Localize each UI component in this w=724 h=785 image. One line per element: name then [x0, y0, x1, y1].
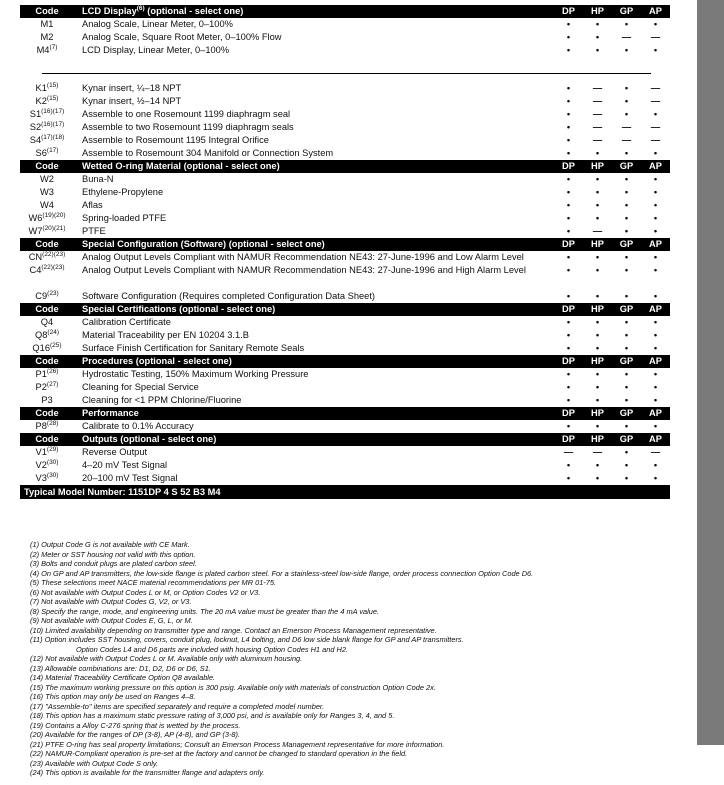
availability-hp: •: [595, 252, 600, 262]
option-code: P8$^{(28)}$: [35, 419, 59, 431]
option-row: [20, 290, 670, 303]
column-header-ap: AP: [641, 5, 670, 18]
availability-dp: •: [566, 148, 571, 158]
footnote-ref: (25): [50, 341, 62, 349]
column-header-code: Code: [20, 5, 74, 18]
option-description: Kynar insert, ¼–18 NPT: [82, 83, 182, 93]
column-header-dp: DP: [554, 407, 583, 420]
option-row: [20, 264, 670, 290]
availability-gp: •: [624, 174, 629, 184]
availability-ap: —: [650, 135, 661, 145]
option-row: [20, 212, 670, 225]
availability-ap: •: [653, 174, 658, 184]
availability-hp: —: [592, 135, 603, 145]
availability-ap: •: [653, 213, 658, 223]
footnote-ref: (20)(21): [42, 224, 66, 232]
column-header-ap: AP: [641, 407, 670, 420]
availability-hp: •: [595, 421, 600, 431]
section-header-row: [20, 355, 670, 368]
column-header-gp: GP: [612, 355, 641, 368]
availability-gp: •: [624, 421, 629, 431]
column-header-ap: AP: [641, 238, 670, 251]
section-header-row: [20, 160, 670, 173]
availability-hp: •: [595, 45, 600, 55]
option-row: [20, 394, 670, 407]
availability-dp: •: [566, 45, 571, 55]
availability-ap: •: [653, 369, 658, 379]
typical-model-row: [20, 485, 670, 499]
availability-dp: •: [566, 200, 571, 210]
option-description: Surface Finish Certification for Sanitary Remote Seals: [82, 343, 305, 353]
option-description: Kynar insert, ½–14 NPT: [82, 96, 182, 106]
option-description: Spring-loaded PTFE: [82, 213, 167, 223]
footnote: Option Codes L4 and D6 parts are included with housing Option Codes H1 and H2.: [76, 644, 348, 654]
footnote: (17) "Assemble-to" items are specified separately and require a completed model number.: [30, 701, 325, 711]
availability-dp: •: [566, 174, 571, 184]
availability-ap: •: [653, 265, 658, 275]
footnote: (18) This option has a maximum static pressure rating of 3,000 psi, and is available only for Ranges 3, 4, and 5.: [30, 711, 395, 720]
column-header-dp: DP: [554, 355, 583, 368]
column-header-hp: HP: [583, 433, 612, 446]
footnote: (6) Not available with Output Codes L or M, or Option Codes V2 or V3.: [30, 587, 261, 597]
option-description: Aflas: [82, 200, 103, 210]
availability-gp: •: [624, 473, 629, 483]
availability-dp: •: [566, 109, 571, 119]
availability-hp: •: [595, 213, 600, 223]
availability-ap: •: [653, 317, 658, 327]
availability-ap: •: [653, 382, 658, 392]
availability-gp: •: [624, 19, 629, 29]
option-description: Analog Output Levels Compliant with NAMUR Recommendation NE43: 27-June-1996 and Low Alarm Level: [82, 252, 524, 262]
availability-gp: •: [624, 187, 629, 197]
availability-ap: •: [653, 343, 658, 353]
footnote-ref: (26): [46, 367, 59, 375]
column-header-gp: GP: [612, 160, 641, 173]
column-header-gp: GP: [612, 433, 641, 446]
option-row: [20, 44, 670, 57]
footnote-ref: (30): [46, 458, 59, 466]
availability-hp: •: [595, 369, 600, 379]
availability-hp: —: [592, 122, 603, 132]
footnote-ref: (7): [49, 43, 58, 51]
availability-hp: •: [595, 265, 600, 275]
option-code: $S2^{(16)(17)}$: [29, 120, 65, 132]
availability-dp: •: [566, 135, 571, 145]
availability-dp: •: [566, 291, 571, 301]
availability-gp: •: [624, 265, 629, 275]
availability-gp: —: [621, 122, 632, 132]
availability-ap: —: [650, 83, 661, 93]
section-title: Special Configuration (Software) (optional - select one): [74, 238, 554, 251]
availability-hp: •: [595, 187, 600, 197]
availability-ap: •: [653, 473, 658, 483]
option-code: V3$^{(30)}$: [35, 471, 59, 483]
footnote-ref: (6): [136, 4, 145, 12]
option-code: P1$^{(26)}$: [35, 367, 59, 379]
column-header-dp: DP: [554, 238, 583, 251]
availability-dp: •: [566, 226, 571, 236]
options-table: [20, 82, 670, 499]
availability-hp: •: [595, 19, 600, 29]
option-code: $W7^{(20)(21)}$: [28, 224, 66, 236]
column-header-hp: HP: [583, 355, 612, 368]
option-row: [20, 108, 670, 121]
footnote: (20) Available for the ranges of DP (3-8), AP (4-8), and GP (3-8).: [30, 730, 241, 739]
option-description: Assemble to Rosemount 304 Manifold or Connection System: [82, 148, 334, 158]
availability-hp: •: [595, 291, 600, 301]
footnote: (3) Bolts and conduit plugs are plated carbon steel.: [30, 559, 197, 568]
availability-gp: •: [624, 447, 629, 457]
option-code: V1$^{(29)}$: [35, 445, 59, 457]
section-header-row: [20, 407, 670, 420]
footnote: (14) Material Traceability Certificate Option Q8 available.: [30, 673, 216, 682]
footnote: (13) Allowable combinations are: D1, D2, D6 or D6, S1.: [30, 663, 211, 673]
availability-hp: •: [595, 148, 600, 158]
option-code: $W6^{(19)(20)}$: [28, 211, 66, 223]
availability-dp: •: [566, 32, 571, 42]
availability-dp: •: [566, 369, 571, 379]
availability-dp: •: [566, 421, 571, 431]
option-description: 20–100 mV Test Signal: [82, 473, 178, 483]
option-code: Q4: [40, 317, 54, 327]
footnote: (8) Specify the range, mode, and engineering units. The 20 mA value must be greater than the 4 mA value.: [30, 606, 380, 616]
section-title: Outputs (optional - select one): [74, 433, 554, 446]
availability-ap: •: [653, 395, 658, 405]
column-header-code: Code: [20, 433, 74, 446]
option-code: M4$^{(7)}$: [36, 43, 58, 55]
option-row: [20, 472, 670, 485]
footnote: (24) This option is available for the transmitter flange and adapters only.: [30, 768, 265, 777]
availability-dp: •: [566, 252, 571, 262]
footnote: (16) This option may only be used on Ranges 4–8.: [30, 692, 196, 701]
section-header-row: [20, 238, 670, 251]
option-description: Assemble to one Rosemount 1199 diaphragm seal: [82, 109, 291, 119]
option-row: [20, 381, 670, 394]
option-row: [20, 147, 670, 160]
option-description: Reverse Output: [82, 447, 148, 457]
option-code: C9$^{(23)}$: [35, 289, 59, 301]
availability-dp: •: [566, 213, 571, 223]
option-code: K2$^{(15)}$: [35, 94, 59, 106]
footnote: (1) Output Code G is not available with CE Mark.: [30, 540, 190, 549]
option-row: [20, 251, 670, 264]
footnote: (19) Contains a Alloy C-276 spring that is wetted by the process.: [30, 720, 241, 730]
footnote: (2) Meter or SST housing not valid with this option.: [30, 549, 196, 559]
option-row: [20, 342, 670, 355]
availability-hp: •: [595, 174, 600, 184]
option-description: Assemble to Rosemount 1195 Integral Orifice: [82, 135, 269, 145]
option-code: K1$^{(15)}$: [35, 81, 59, 93]
footnote: (10) Limited availability depending on transmitter type and range. Contact an Emerson Process Management representative.: [30, 625, 437, 635]
column-header-dp: DP: [554, 160, 583, 173]
column-header-gp: GP: [612, 5, 641, 18]
availability-hp: •: [595, 460, 600, 470]
option-description: Ethylene-Propylene: [82, 187, 164, 197]
section-title: Special Certifications (optional - select one): [74, 303, 554, 316]
footnote: (7) Not available with Output Codes G, V2, or V3.: [30, 597, 192, 606]
availability-hp: —: [592, 96, 603, 106]
section-divider: [42, 73, 651, 74]
footnote: (15) The maximum working pressure on this option is 300 psig. Available only with materials of construction Option Code 2x.: [30, 682, 436, 692]
footnote: (12) Not available with Output Codes L or M. Available only with aluminum housing.: [30, 654, 303, 663]
section-title: Procedures (optional - select one): [74, 355, 554, 368]
availability-gp: •: [624, 343, 629, 353]
footnotes: [30, 540, 690, 778]
option-code: M2: [40, 32, 54, 42]
availability-dp: •: [566, 265, 571, 275]
viewer-scrollbar-gutter[interactable]: [697, 0, 724, 745]
option-row: [20, 420, 670, 433]
option-code: $CN^{(22)(23)}$: [28, 250, 66, 262]
footnote-ref: (17)(18): [41, 133, 65, 141]
availability-hp: •: [595, 473, 600, 483]
option-description: Calibration Certificate: [82, 317, 171, 327]
option-row: [20, 459, 670, 472]
option-code: $C4^{(22)(23)}$: [29, 263, 65, 275]
column-header-hp: HP: [583, 407, 612, 420]
typical-model-number: Typical Model Number: 1151DP 4 S 52 B3 M4: [20, 485, 670, 499]
column-header-hp: HP: [583, 5, 612, 18]
availability-ap: •: [653, 252, 658, 262]
availability-gp: •: [624, 96, 629, 106]
availability-gp: •: [624, 83, 629, 93]
option-code: P2$^{(27)}$: [35, 380, 59, 392]
availability-gp: •: [624, 369, 629, 379]
option-description: PTFE: [82, 226, 106, 236]
option-description: Analog Scale, Square Root Meter, 0–100% Flow: [82, 32, 282, 42]
availability-hp: •: [595, 382, 600, 392]
availability-dp: •: [566, 395, 571, 405]
availability-ap: —: [650, 96, 661, 106]
option-code: W3: [40, 187, 54, 197]
footnote-ref: (15): [46, 81, 59, 89]
column-header-gp: GP: [612, 238, 641, 251]
availability-hp: •: [595, 330, 600, 340]
option-description: Analog Output Levels Compliant with NAMUR Recommendation NE43: 27-June-1996 and High Alarm Level: [82, 265, 526, 275]
option-description: Cleaning for <1 PPM Chlorine/Fluorine: [82, 395, 242, 405]
column-header-dp: DP: [554, 303, 583, 316]
availability-hp: —: [592, 83, 603, 93]
availability-gp: •: [624, 200, 629, 210]
column-header-ap: AP: [641, 160, 670, 173]
option-row: [20, 329, 670, 342]
option-row: [20, 173, 670, 186]
option-code: S6$^{(17)}$: [35, 146, 59, 158]
option-description: Material Traceability per EN 10204 3.1.B: [82, 330, 249, 340]
option-description: Hydrostatic Testing, 150% Maximum Working Pressure: [82, 369, 309, 379]
column-header-ap: AP: [641, 303, 670, 316]
availability-gp: •: [624, 395, 629, 405]
column-header-dp: DP: [554, 5, 583, 18]
option-code: M1: [40, 19, 54, 29]
column-header-code: Code: [20, 407, 74, 420]
availability-gp: •: [624, 330, 629, 340]
availability-ap: •: [653, 187, 658, 197]
option-code: Q8$^{(24)}$: [35, 328, 59, 340]
availability-ap: •: [653, 421, 658, 431]
availability-dp: •: [566, 83, 571, 93]
column-header-code: Code: [20, 303, 74, 316]
column-header-hp: HP: [583, 238, 612, 251]
availability-hp: —: [592, 109, 603, 119]
availability-dp: •: [566, 460, 571, 470]
option-description: LCD Display, Linear Meter, 0–100%: [82, 45, 230, 55]
availability-hp: —: [592, 447, 603, 457]
option-description: Buna-N: [82, 174, 114, 184]
option-description: Analog Scale, Linear Meter, 0–100%: [82, 19, 233, 29]
availability-dp: •: [566, 187, 571, 197]
option-row: [20, 31, 670, 44]
section-header-row: [20, 5, 670, 18]
availability-gp: •: [624, 148, 629, 158]
section-title: LCD Display$^{(6)}$ (optional - select one): [74, 5, 554, 18]
option-row: [20, 18, 670, 31]
column-header-ap: AP: [641, 433, 670, 446]
footnote: (9) Not available with Output Codes E, G, L, or M.: [30, 616, 193, 625]
availability-gp: •: [624, 317, 629, 327]
option-row: [20, 82, 670, 95]
section-header-row: [20, 303, 670, 316]
column-header-gp: GP: [612, 303, 641, 316]
footnote-ref: (15): [46, 94, 59, 102]
footnote-ref: (30): [46, 471, 59, 479]
option-description: 4–20 mV Test Signal: [82, 460, 168, 470]
option-code: Q16$^{(25)}$: [32, 341, 62, 353]
footnote: (21) PTFE O-ring has seal property limitations; Consult an Emerson Process Management representative for more information.: [30, 739, 445, 749]
availability-dp: •: [566, 122, 571, 132]
availability-ap: •: [653, 330, 658, 340]
section-header-row: [20, 433, 670, 446]
availability-dp: •: [566, 343, 571, 353]
footnote-ref: (29): [46, 445, 59, 453]
availability-gp: •: [624, 109, 629, 119]
availability-dp: •: [566, 382, 571, 392]
column-header-ap: AP: [641, 355, 670, 368]
availability-gp: •: [624, 226, 629, 236]
availability-hp: —: [592, 226, 603, 236]
availability-hp: •: [595, 317, 600, 327]
availability-dp: •: [566, 317, 571, 327]
availability-dp: •: [566, 96, 571, 106]
column-header-code: Code: [20, 160, 74, 173]
availability-hp: •: [595, 200, 600, 210]
availability-gp: •: [624, 460, 629, 470]
section-title: Performance: [74, 407, 554, 420]
availability-ap: •: [653, 19, 658, 29]
footnote-ref: (17): [46, 146, 59, 154]
option-row: [20, 199, 670, 212]
column-header-code: Code: [20, 355, 74, 368]
option-code: W4: [40, 200, 54, 210]
column-header-gp: GP: [612, 407, 641, 420]
availability-dp: •: [566, 19, 571, 29]
availability-gp: —: [621, 135, 632, 145]
availability-gp: •: [624, 252, 629, 262]
section-title: Wetted O-ring Material (optional - select one): [74, 160, 554, 173]
availability-gp: •: [624, 45, 629, 55]
option-row: [20, 121, 670, 134]
footnote-ref: (16)(17): [41, 120, 65, 128]
option-code: P3: [41, 395, 53, 405]
option-row: [20, 225, 670, 238]
availability-dp: •: [566, 473, 571, 483]
availability-dp: —: [563, 447, 574, 457]
availability-gp: •: [624, 291, 629, 301]
footnote-ref: (23): [47, 289, 59, 297]
footnote: (5) These selections meet NACE material recommendations per MR 01-75.: [30, 578, 277, 587]
lcd-display-table: [20, 5, 670, 57]
footnote-ref: (27): [46, 380, 59, 388]
availability-ap: •: [653, 200, 658, 210]
footnote-ref: (19)(20): [42, 211, 66, 219]
availability-hp: •: [595, 32, 600, 42]
footnote-ref: (28): [46, 419, 59, 427]
option-row: [20, 368, 670, 381]
footnote: (11) Option includes SST housing, covers, conduit plug, locknut, L4 bolting, and D6 low side blank flange for GP and AP transmitters.: [30, 635, 464, 644]
availability-dp: •: [566, 330, 571, 340]
footnote-ref: (24): [47, 328, 59, 336]
option-description: Calibrate to 0.1% Accuracy: [82, 421, 194, 431]
option-row: [20, 186, 670, 199]
option-code: $S1^{(16)(17)}$: [29, 107, 65, 119]
availability-ap: •: [653, 460, 658, 470]
availability-hp: •: [595, 343, 600, 353]
option-description: Software Configuration (Requires completed Configuration Data Sheet): [82, 291, 376, 301]
availability-gp: —: [621, 32, 632, 42]
option-code: W2: [40, 174, 54, 184]
availability-ap: —: [650, 32, 661, 42]
column-header-dp: DP: [554, 433, 583, 446]
availability-ap: •: [653, 109, 658, 119]
option-description: Cleaning for Special Service: [82, 382, 199, 392]
availability-ap: •: [653, 45, 658, 55]
option-row: [20, 446, 670, 459]
availability-ap: •: [653, 291, 658, 301]
footnote: (23) Available with Output Code S only.: [30, 758, 159, 768]
option-row: [20, 134, 670, 147]
option-code: V2$^{(30)}$: [35, 458, 59, 470]
footnote-ref: (16)(17): [41, 107, 65, 115]
availability-ap: •: [653, 148, 658, 158]
availability-gp: •: [624, 213, 629, 223]
option-row: [20, 316, 670, 329]
footnote: (4) On GP and AP transmitters, the low-side flange is plated carbon steel. For a stainless-steel low-side flange, order process connection Option Code D6.: [30, 568, 534, 578]
footnote-ref: (22)(23): [41, 263, 65, 271]
option-code: $S4^{(17)(18)}$: [29, 133, 65, 145]
column-header-code: Code: [20, 238, 74, 251]
option-description: Assemble to two Rosemount 1199 diaphragm seals: [82, 122, 294, 132]
availability-gp: •: [624, 382, 629, 392]
column-header-hp: HP: [583, 160, 612, 173]
column-header-hp: HP: [583, 303, 612, 316]
footnote-ref: (22)(23): [42, 250, 66, 258]
availability-ap: —: [650, 122, 661, 132]
option-row: [20, 95, 670, 108]
availability-hp: •: [595, 395, 600, 405]
availability-ap: •: [653, 226, 658, 236]
availability-ap: —: [650, 447, 661, 457]
footnote: (22) NAMUR-Compliant operation is pre-set at the factory and cannot be changed to standard operation in the field.: [30, 749, 408, 758]
